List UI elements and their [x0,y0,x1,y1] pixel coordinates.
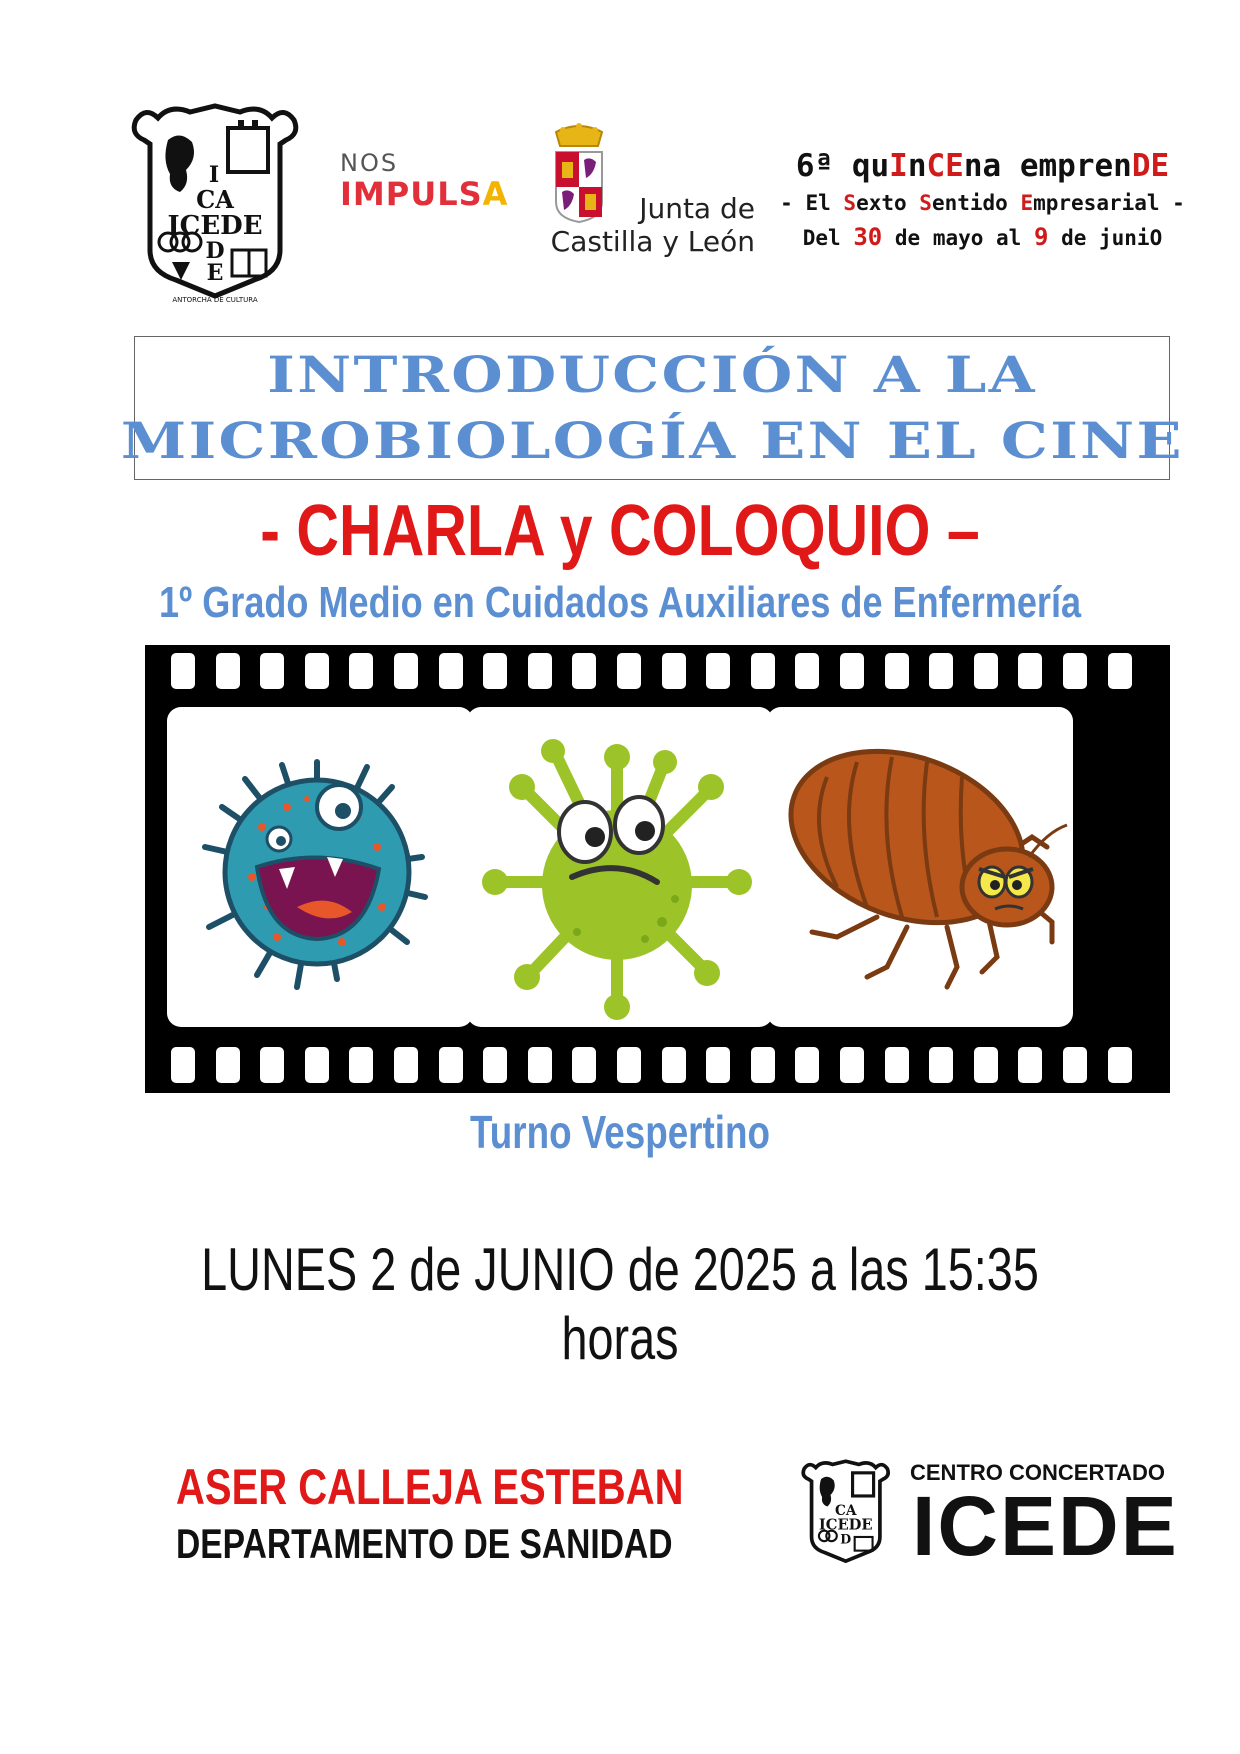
crest-motto: ANTORCHA DE CULTURA [172,296,258,304]
sprocket-hole [885,653,909,689]
nos-impulsa-logo [340,150,508,212]
sprocket-hole [751,653,775,689]
film-frame-3 [767,707,1073,1027]
sprocket-hole [662,1047,686,1083]
svg-text:D: D [205,238,225,264]
sprocket-hole [171,653,195,689]
jcyl-line2: Castilla y León [550,225,755,258]
nos-label: NOS [340,149,399,177]
sprocket-hole [349,653,373,689]
sprocket-hole [617,1047,641,1083]
sprocket-hole [572,653,596,689]
title-line-1: INTRODUCCIÓN A LA [267,345,1037,404]
sprocket-hole [1018,1047,1042,1083]
sprocket-hole [929,1047,953,1083]
sprocket-hole [929,653,953,689]
sprocket-hole [260,1047,284,1083]
shift-label: Turno Vespertino [470,1106,770,1158]
sprocket-hole [1018,653,1042,689]
film-frame-1 [167,707,473,1027]
junta-castilla-leon-logo [530,192,755,258]
film-frame-2 [467,707,773,1027]
sprocket-hole [706,653,730,689]
bacterium-monster-illustration [167,707,473,1027]
sprocket-hole [662,653,686,689]
speaker-name: ASER CALLEJA ESTEBAN [176,1459,684,1515]
sprocket-hole [885,1047,909,1083]
quincena-title: 6ª quInCEna emprenDE [795,148,1170,184]
quincena-dates: Del 30 de mayo al 9 de juniO [802,223,1163,251]
sprocket-hole [349,1047,373,1083]
sprocket-hole [439,1047,463,1083]
svg-text:CA: CA [835,1502,857,1519]
sprocket-hole [483,1047,507,1083]
title-box [120,336,1184,480]
quincena-emprende-logo [765,146,1200,255]
sprocket-hole [394,653,418,689]
sprocket-hole [840,653,864,689]
sprocket-hole [795,1047,819,1083]
sprocket-hole [483,653,507,689]
sprocket-hole [216,1047,240,1083]
sprocket-hole [305,653,329,689]
sprocket-hole [572,1047,596,1083]
svg-text:CA: CA [196,185,234,214]
title-line-2: MICROBIOLOGÍA EN EL CINE [120,411,1184,470]
sprocket-hole [528,653,552,689]
sprocket-hole [305,1047,329,1083]
sprocket-hole [1063,653,1087,689]
crest-letters: ICEDE [167,211,263,241]
sprocket-hole [974,1047,998,1083]
quincena-subtitle: - El Sexto Sentido Empresarial - [780,191,1185,215]
sprocket-hole [706,1047,730,1083]
bedbug-character-illustration [767,707,1073,1027]
jcyl-line1: Junta de [639,192,755,225]
icede-crest-small-logo [800,1458,892,1566]
small-crest-letters: ICEDE [818,1516,873,1534]
sprocket-hole [751,1047,775,1083]
centro-concertado-label: CENTRO CONCERTADO [910,1460,1166,1485]
speaker-department: DEPARTAMENTO DE SANIDAD [176,1520,673,1567]
sprocket-hole [439,653,463,689]
sprocket-hole [1108,653,1132,689]
svg-text:D: D [840,1531,852,1547]
sprocket-hole [1063,1047,1087,1083]
svg-text:E: E [206,260,224,286]
icede-wordmark: ICEDE [912,1479,1179,1573]
sprocket-hole [528,1047,552,1083]
sprocket-hole [1108,1047,1132,1083]
sprocket-hole [394,1047,418,1083]
impulsa-label: IMPULSA [340,175,509,213]
film-strip [145,645,1170,1093]
event-date-time: LUNES 2 de JUNIO de 2025 a las 15:35 horas [201,1236,1039,1372]
svg-text:I: I [208,162,220,188]
virus-character-illustration [467,707,773,1027]
sprocket-hole [216,653,240,689]
event-type-heading: - CHARLA y COLOQUIO – [260,491,980,571]
course-subheading: 1º Grado Medio en Cuidados Auxiliares de Enfermería [158,578,1082,627]
sprocket-hole [795,653,819,689]
sprocket-hole [974,653,998,689]
sprocket-hole [171,1047,195,1083]
sprocket-hole [617,653,641,689]
sprocket-hole [840,1047,864,1083]
sprocket-hole [260,653,284,689]
icede-crest-logo [128,100,303,305]
